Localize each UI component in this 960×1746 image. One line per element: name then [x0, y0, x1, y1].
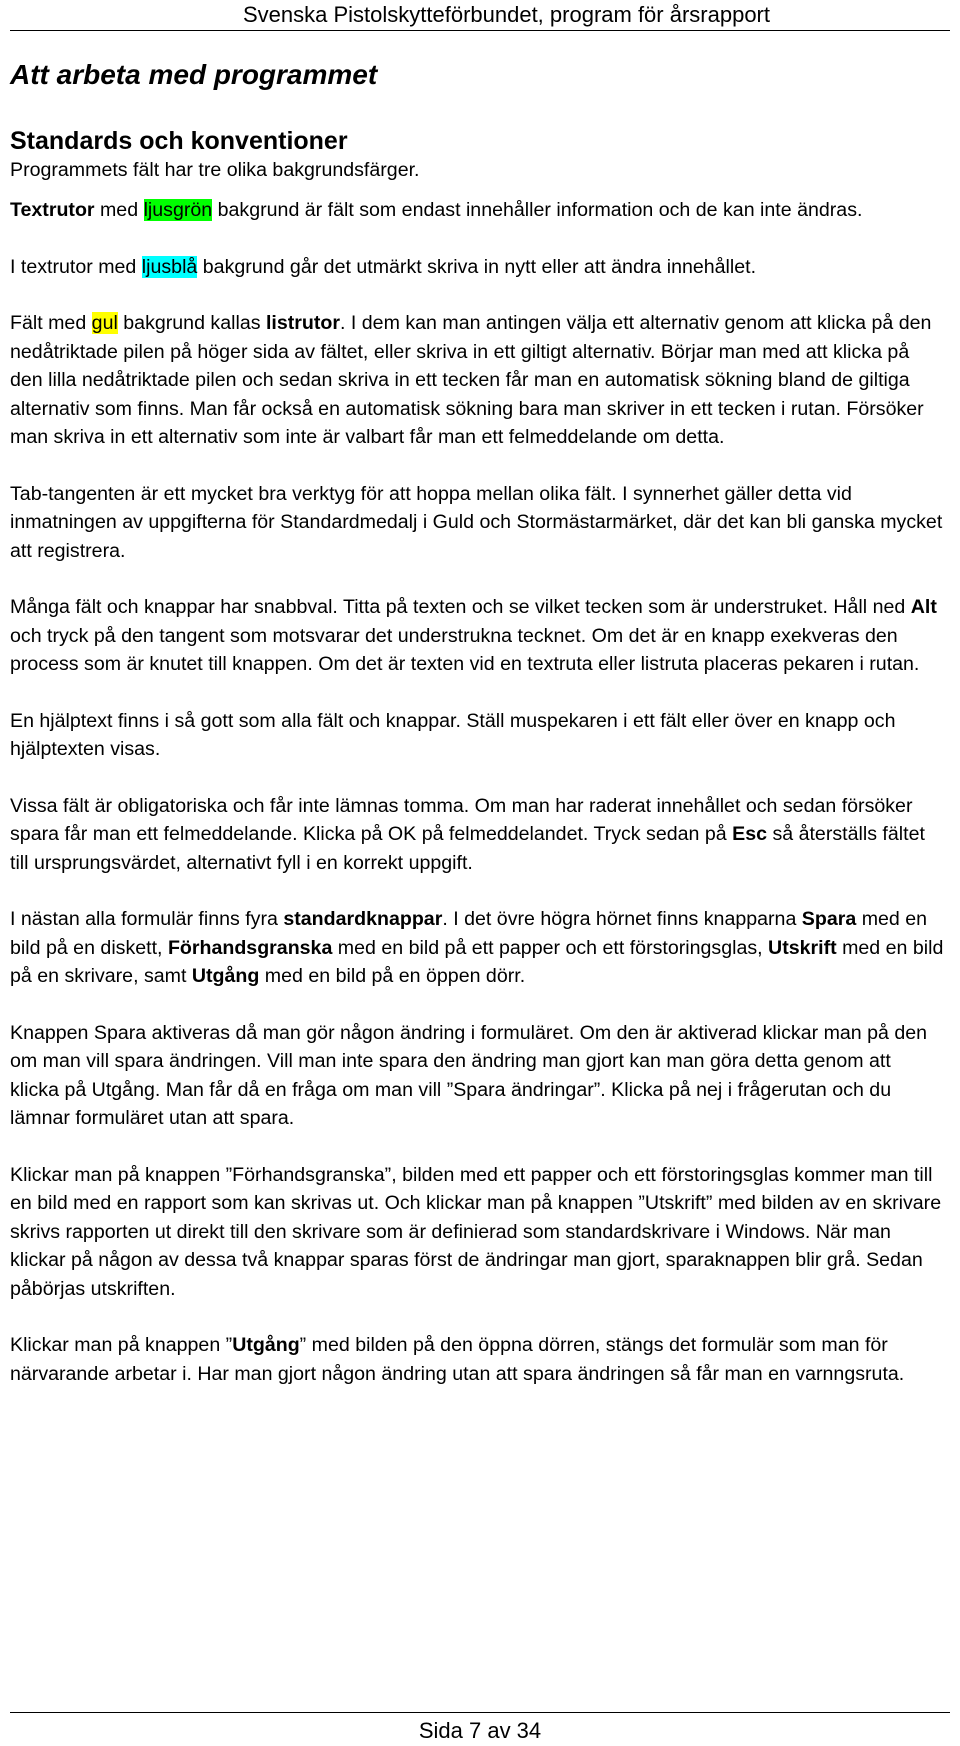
text-run: bakgrund är fält som endast innehåller information och de kan inte ändras. — [212, 199, 863, 222]
paragraph-intro: Programmets fält har tre olika bakgrundsfärger. — [10, 158, 420, 181]
text-run: Klickar man på knappen ” — [10, 1334, 233, 1357]
text-run: I nästan alla formulär finns fyra — [10, 908, 284, 931]
text-run: med en bild på en diskett, — [10, 908, 928, 959]
paragraph-save-button: Knappen Spara aktiveras då man gör någon ändring i formuläret. Om den är aktiverad klickar man på den om man vill spara ändringen. Vill man inte spara den ändring man gjort kan man göra detta genom att klicka på Utgång. Man får då en fråga om man vill ”Spara ändringar”. Klicka på nej i frågerutan och du lämnar formuläret utan att spara. — [10, 1021, 928, 1130]
page-number: Sida 7 av 34 — [418, 1718, 542, 1743]
text-run: och tryck på den tangent som motsvarar det understrukna tecknet. Om det är en knapp exekveras den process som är knutet till knappen. Om det är texten vid en textruta eller listruta placeras pekaren i rutan. — [10, 624, 920, 676]
bold-term: Utskrift — [768, 936, 837, 959]
section-heading: Standards och konventioner — [10, 126, 348, 155]
paragraph-green-fields — [10, 196, 945, 225]
bold-term: Alt — [910, 596, 937, 619]
text-run: Många fält och knappar har snabbval. Titta på texten och se vilket tecken som är understruket. Håll ned — [10, 596, 911, 619]
paragraph-exit-button — [10, 1331, 945, 1388]
text-run: med — [94, 199, 144, 222]
paragraph-tab-key: Tab-tangenten är ett mycket bra verktyg för att hoppa mellan olika fält. I synnerhet gäller detta vid inmatningen av uppgifterna för Standardmedalj i Guld och Stormästarmärket, där det kan bli ganska mycket att registrera. — [10, 482, 943, 562]
highlight-blue: ljusblå — [141, 255, 198, 278]
bold-term: standardknappar — [283, 908, 443, 931]
highlight-green: ljusgrön — [143, 199, 213, 222]
bold-term: Spara — [801, 908, 857, 931]
paragraph-help-text: En hjälptext finns i så gott som alla fält och knappar. Ställ muspekaren i ett fält eller över en knapp och hjälptexten visas. — [10, 709, 896, 761]
text-run: Vissa fält är obligatoriska och får inte lämnas tomma. Om man har raderat innehållet och sedan försöker spara får man ett felmeddelande. Klicka på OK på felmeddelandet. Tryck sedan på — [10, 794, 913, 846]
footer-rule — [10, 1712, 950, 1713]
highlight-yellow: gul — [91, 312, 118, 335]
text-run: . I det övre högra hörnet finns knapparna — [442, 908, 802, 931]
text-run: bakgrund går det utmärkt skriva in nytt eller att ändra innehållet. — [197, 255, 757, 278]
header-title: Svenska Pistolskytteförbundet, program för årsrapport — [242, 2, 770, 27]
bold-term: listrutor — [265, 312, 340, 335]
text-run: Fält med — [10, 312, 92, 335]
text-run: så återställs fältet till ursprungsvärdet, alternativt fyll i en korrekt uppgift. — [10, 823, 925, 874]
header-rule — [10, 30, 950, 31]
bold-term: Förhandsgranska — [167, 936, 333, 959]
text-run: med en bild på ett papper och ett förstoringsglas, — [332, 936, 769, 959]
text-run: bakgrund kallas — [117, 312, 266, 335]
paragraph-required-fields — [10, 792, 945, 878]
paragraph-standard-buttons — [10, 905, 945, 991]
bold-term: Textrutor — [10, 199, 95, 222]
document-body — [10, 58, 945, 1416]
text-run: med en bild på en skrivare, samt — [10, 936, 944, 988]
page-heading: Att arbeta med programmet — [10, 59, 378, 90]
page-header — [0, 0, 960, 34]
text-run: I textrutor med — [10, 255, 142, 278]
text-run: . I dem kan man antingen välja ett alternativ genom att klicka på den nedåtriktade pilen på höger sida av fältet, eller skriva in ett giltigt alternativ. Börjar man med att klicka på den lilla nedåtriktade pilen och sedan skriva in ett tecken får man en automatisk sökning bland de giltiga alternativ som finns. Man får också en automatisk sökning bara man skriver in ett tecken i rutan. Försöker man skriva in ett alternativ som inte är valbart får man ett felmeddelande om detta. — [10, 312, 932, 449]
bold-term: Utgång — [232, 1334, 300, 1357]
bold-term: Esc — [732, 823, 767, 846]
text-run: med en bild på en öppen dörr. — [259, 965, 526, 988]
paragraph-shortcuts — [10, 593, 945, 679]
paragraph-yellow-fields — [10, 309, 945, 452]
page-footer — [0, 1700, 960, 1746]
bold-term: Utgång — [191, 965, 260, 988]
text-run: ” med bilden på den öppna dörren, stängs det formulär som man för närvarande arbetar i. Har man gjort någon ändring utan att spara ändringen så får man en varnngsruta. — [10, 1334, 905, 1385]
paragraph-blue-fields — [10, 253, 945, 282]
paragraph-preview-print: Klickar man på knappen ”Förhandsgranska”, bilden med ett papper och ett förstoringsglas kommer man till en bild med en rapport som kan skrivas ut. Och klickar man på knappen ”Utskrift” med bilden av en skrivare skrivs rapporten ut direkt till den skrivare som är definierad som standardskrivare i Windows. När man klickar på någon av dessa två knappar sparas först de ändringar man gjort, sparaknappen blir grå. Sedan påbörjas utskriften. — [10, 1163, 942, 1300]
